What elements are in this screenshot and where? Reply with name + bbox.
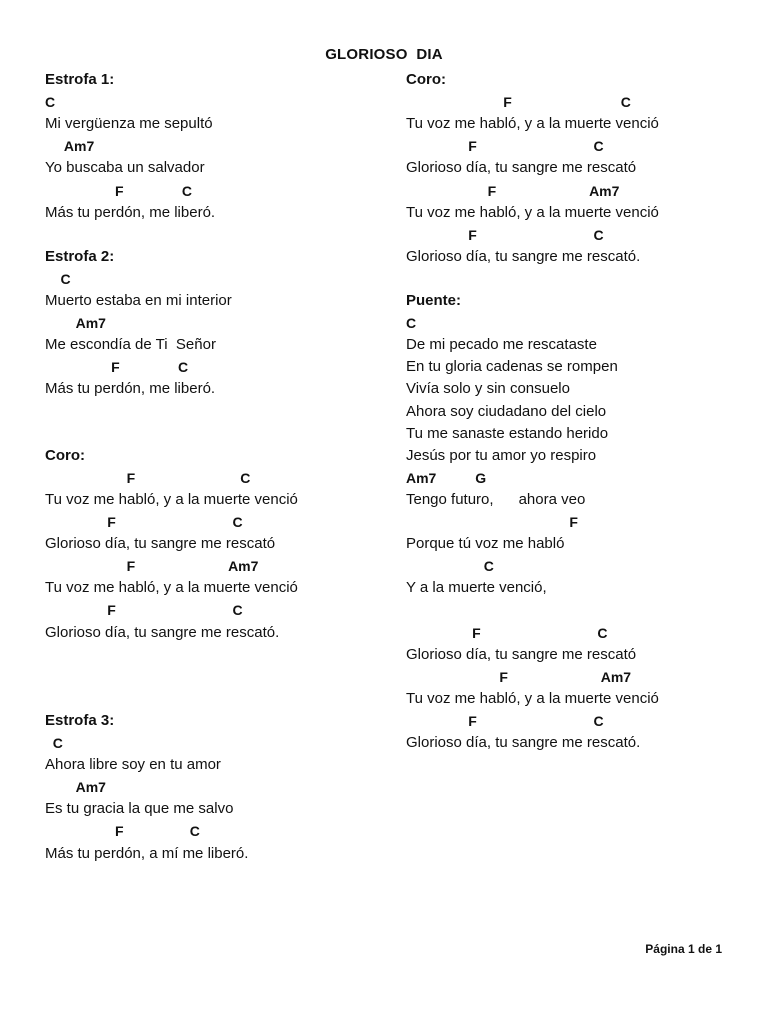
section-heading: Coro: — [406, 71, 446, 88]
chord-line: C — [406, 558, 494, 575]
lyric-line: Vivía solo y sin consuelo — [406, 380, 570, 398]
chord-line: F C — [406, 226, 604, 243]
chord-line: F — [406, 514, 578, 530]
chord-line: Am7 — [45, 315, 106, 332]
lyric-line: Tu voz me habló, y a la muerte venció — [45, 490, 298, 508]
lyric-line: Yo buscaba un salvador — [45, 159, 205, 177]
chord-line: Am7 — [45, 779, 106, 796]
lyric-line: En tu gloria cadenas se rompen — [406, 358, 618, 376]
lyric-line: Tengo futuro, ahora veo — [406, 490, 586, 508]
chord-line: F C — [45, 182, 193, 199]
section-heading: Estrofa 1: — [45, 71, 115, 88]
chord-line: F C — [45, 514, 243, 530]
chord-line: F Am7 — [406, 668, 632, 685]
chord-line: F C — [406, 624, 608, 641]
lyric-line: Tu voz me habló, y a la muerte venció — [406, 115, 659, 133]
lyric-line: Glorioso día, tu sangre me rescató — [406, 159, 637, 177]
chord-line: F C — [45, 602, 243, 619]
section-heading: Estrofa 3: — [45, 711, 115, 729]
lyric-line: Tu voz me habló, y a la muerte venció — [406, 689, 659, 707]
chord-line: C — [45, 735, 63, 751]
lyric-line: Glorioso día, tu sangre me rescató. — [406, 247, 641, 265]
lyric-line: Tu voz me habló, y a la muerte venció — [45, 579, 298, 597]
lyric-line: Más tu perdón, a mí me liberó. — [45, 844, 249, 862]
lyric-line: Ahora soy ciudadano del cielo — [406, 402, 607, 420]
chord-line: F C — [406, 94, 631, 111]
section-heading: Puente: — [406, 292, 462, 309]
song-title: GLORIOSO DIA — [325, 46, 443, 63]
lyric-line: De mi pecado me rescataste — [406, 336, 597, 354]
lyric-line: Glorioso día, tu sangre me rescató. — [406, 734, 641, 751]
chord-line: F Am7 — [406, 182, 620, 199]
page-number: Página 1 de 1 — [645, 942, 722, 956]
lyric-line: Muerto estaba en mi interior — [45, 292, 232, 309]
lyric-line: Ahora libre soy en tu amor — [45, 756, 221, 774]
chord-line: C — [45, 270, 71, 287]
lyric-line: Es tu gracia la que me salvo — [45, 800, 234, 818]
chord-line: F C — [406, 712, 604, 729]
chord-line: Am7 G — [406, 469, 487, 486]
lyric-line: Porque tú voz me habló — [406, 535, 565, 553]
lyric-line: Glorioso día, tu sangre me rescató — [45, 535, 276, 553]
lyric-line: Glorioso día, tu sangre me rescató. — [45, 623, 280, 641]
chord-line: F C — [45, 823, 200, 840]
lyric-line: Glorioso día, tu sangre me rescató — [406, 645, 637, 663]
lyric-line: Jesús por tu amor yo respiro — [406, 446, 597, 464]
lyric-line: Más tu perdón, me liberó. — [45, 203, 216, 221]
lyric-line: Mi vergüenza me sepultó — [45, 115, 213, 133]
chord-line: Am7 — [45, 138, 95, 155]
chord-line: C — [406, 315, 417, 332]
chord-line: F Am7 — [45, 558, 259, 575]
lyric-line: Me escondía de Ti Señor — [45, 336, 216, 354]
lyric-line: Tu me sanaste estando herido — [406, 424, 609, 442]
chord-line: F C — [45, 359, 189, 376]
chord-line: C — [45, 94, 56, 111]
chord-line: F C — [406, 138, 604, 155]
section-heading: Estrofa 2: — [45, 247, 115, 265]
lyric-line: Y a la muerte venció, — [406, 579, 547, 597]
section-heading: Coro: — [45, 446, 85, 464]
lyric-line: Más tu perdón, me liberó. — [45, 380, 216, 398]
lyric-line: Tu voz me habló, y a la muerte venció — [406, 203, 659, 221]
chord-line: F C — [45, 469, 251, 486]
